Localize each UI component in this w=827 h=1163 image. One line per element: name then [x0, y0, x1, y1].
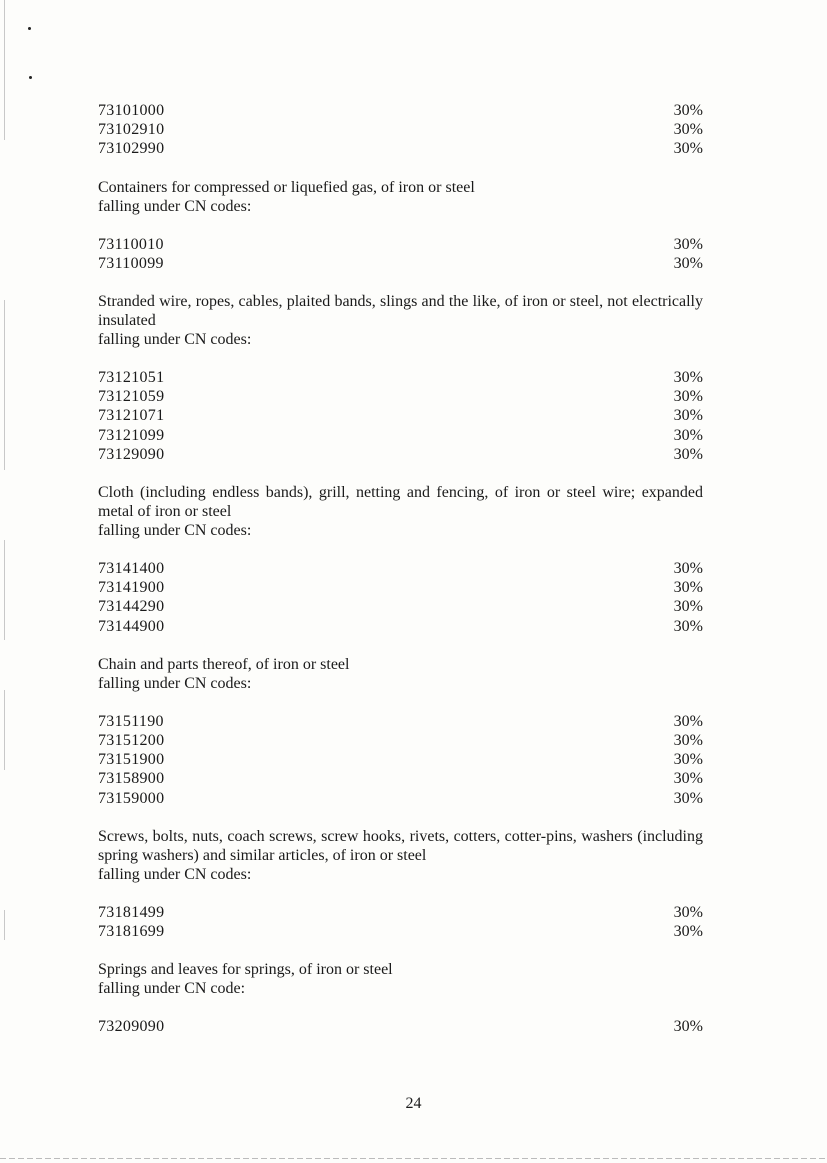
code-row: [98, 597, 703, 616]
description-line: falling under CN codes:: [98, 674, 252, 692]
group-description: [98, 827, 703, 884]
cn-code: 73181699: [98, 923, 165, 941]
description-line: Cloth (including endless bands), grill, netting and fencing, of iron or steel wire; expanded metal of iron or steel: [98, 484, 703, 521]
rate-value: 30%: [673, 102, 703, 119]
group-description: [98, 292, 703, 349]
code-row: [98, 235, 703, 254]
description-line: Stranded wire, ropes, cables, plaited bands, slings and the like, of iron or steel, not electrically insulated: [98, 293, 703, 330]
description-line: falling under CN codes:: [98, 331, 252, 349]
page-bottom-rule: [0, 1158, 827, 1159]
code-row: [98, 387, 703, 406]
rate-value: 30%: [673, 903, 703, 921]
cn-code: 73121051: [98, 369, 165, 387]
cn-code: 73129090: [98, 445, 165, 463]
code-row: [98, 712, 703, 731]
rate-value: 30%: [673, 751, 703, 769]
rate-value: 30%: [673, 598, 703, 616]
punch-mark: [29, 76, 32, 79]
code-row: [98, 426, 703, 445]
cn-code: 73151200: [98, 732, 165, 750]
description-line: Springs and leaves for springs, of iron or steel: [98, 961, 393, 979]
code-group: [98, 559, 703, 636]
cn-code: 73181499: [98, 903, 165, 921]
cn-code: 73141900: [98, 579, 165, 597]
code-group: [98, 235, 703, 273]
code-row: [98, 445, 703, 464]
rate-value: 30%: [673, 712, 703, 730]
rate-value: 30%: [673, 388, 703, 406]
cn-code: 73144900: [98, 617, 165, 635]
code-row: [98, 789, 703, 808]
rate-value: 30%: [673, 617, 703, 635]
group-description: [98, 960, 703, 998]
rate-value: 30%: [673, 789, 703, 807]
code-group: [98, 101, 703, 159]
scan-edge-line: [4, 690, 5, 770]
rate-value: 30%: [673, 732, 703, 750]
code-group: [98, 368, 703, 464]
code-group: [98, 903, 703, 941]
code-row: [98, 617, 703, 636]
code-row: [98, 750, 703, 769]
description-line: Containers for compressed or liquefied gas, of iron or steel: [98, 178, 475, 196]
code-group: [98, 712, 703, 808]
cn-code: 73121059: [98, 388, 165, 406]
cn-code: 73102910: [98, 121, 165, 139]
scan-edge-line: [4, 540, 5, 640]
description-line: falling under CN codes:: [98, 197, 252, 215]
description-line: falling under CN codes:: [98, 865, 252, 883]
description-line: falling under CN code:: [98, 980, 246, 998]
code-row: [98, 406, 703, 425]
rate-value: 30%: [673, 923, 703, 941]
code-row: [98, 101, 703, 120]
group-description: [98, 655, 703, 693]
rate-value: 30%: [673, 369, 703, 387]
code-row: [98, 368, 703, 387]
page-number: 24: [405, 1095, 422, 1112]
rate-value: 30%: [673, 235, 703, 253]
cn-code: 73151900: [98, 751, 165, 769]
description-line: falling under CN codes:: [98, 522, 252, 540]
cn-code: 73209090: [98, 1018, 165, 1036]
rate-value: 30%: [673, 770, 703, 788]
scan-edge-line: [4, 0, 5, 140]
cn-code: 73159000: [98, 789, 165, 807]
rate-value: 30%: [673, 254, 703, 272]
rate-value: 30%: [673, 426, 703, 444]
cn-code-list: [98, 101, 703, 1055]
code-row: [98, 1017, 703, 1036]
rate-value: 30%: [673, 140, 703, 158]
group-description: [98, 483, 703, 540]
code-row: [98, 139, 703, 158]
cn-code: 73151190: [98, 712, 164, 730]
rate-value: 30%: [673, 121, 703, 139]
cn-code: 73121099: [98, 426, 165, 444]
group-description: [98, 178, 703, 216]
cn-code: 73144290: [98, 598, 165, 616]
description-line: Chain and parts thereof, of iron or steel: [98, 655, 350, 673]
code-row: [98, 559, 703, 578]
cn-code: 73121071: [98, 407, 165, 425]
code-row: [98, 578, 703, 597]
code-group: [98, 1017, 703, 1036]
cn-code: 73110010: [98, 235, 164, 253]
code-row: [98, 731, 703, 750]
description-line: Screws, bolts, nuts, coach screws, screw hooks, rivets, cotters, cotter-pins, washers (including spring washers) and similar articles, of iron or steel: [98, 827, 703, 864]
code-row: [98, 254, 703, 273]
code-row: [98, 769, 703, 788]
cn-code: 73101000: [98, 102, 165, 119]
cn-code: 73102990: [98, 140, 165, 158]
scan-edge-line: [4, 910, 5, 940]
code-row: [98, 922, 703, 941]
code-row: [98, 903, 703, 922]
cn-code: 73141400: [98, 560, 165, 578]
rate-value: 30%: [673, 445, 703, 463]
cn-code: 73110099: [98, 254, 164, 272]
rate-value: 30%: [673, 407, 703, 425]
rate-value: 30%: [673, 579, 703, 597]
rate-value: 30%: [673, 560, 703, 578]
scan-edge-line: [4, 300, 5, 470]
code-row: [98, 120, 703, 139]
punch-mark: [28, 27, 31, 30]
cn-code: 73158900: [98, 770, 165, 788]
rate-value: 30%: [673, 1018, 703, 1036]
